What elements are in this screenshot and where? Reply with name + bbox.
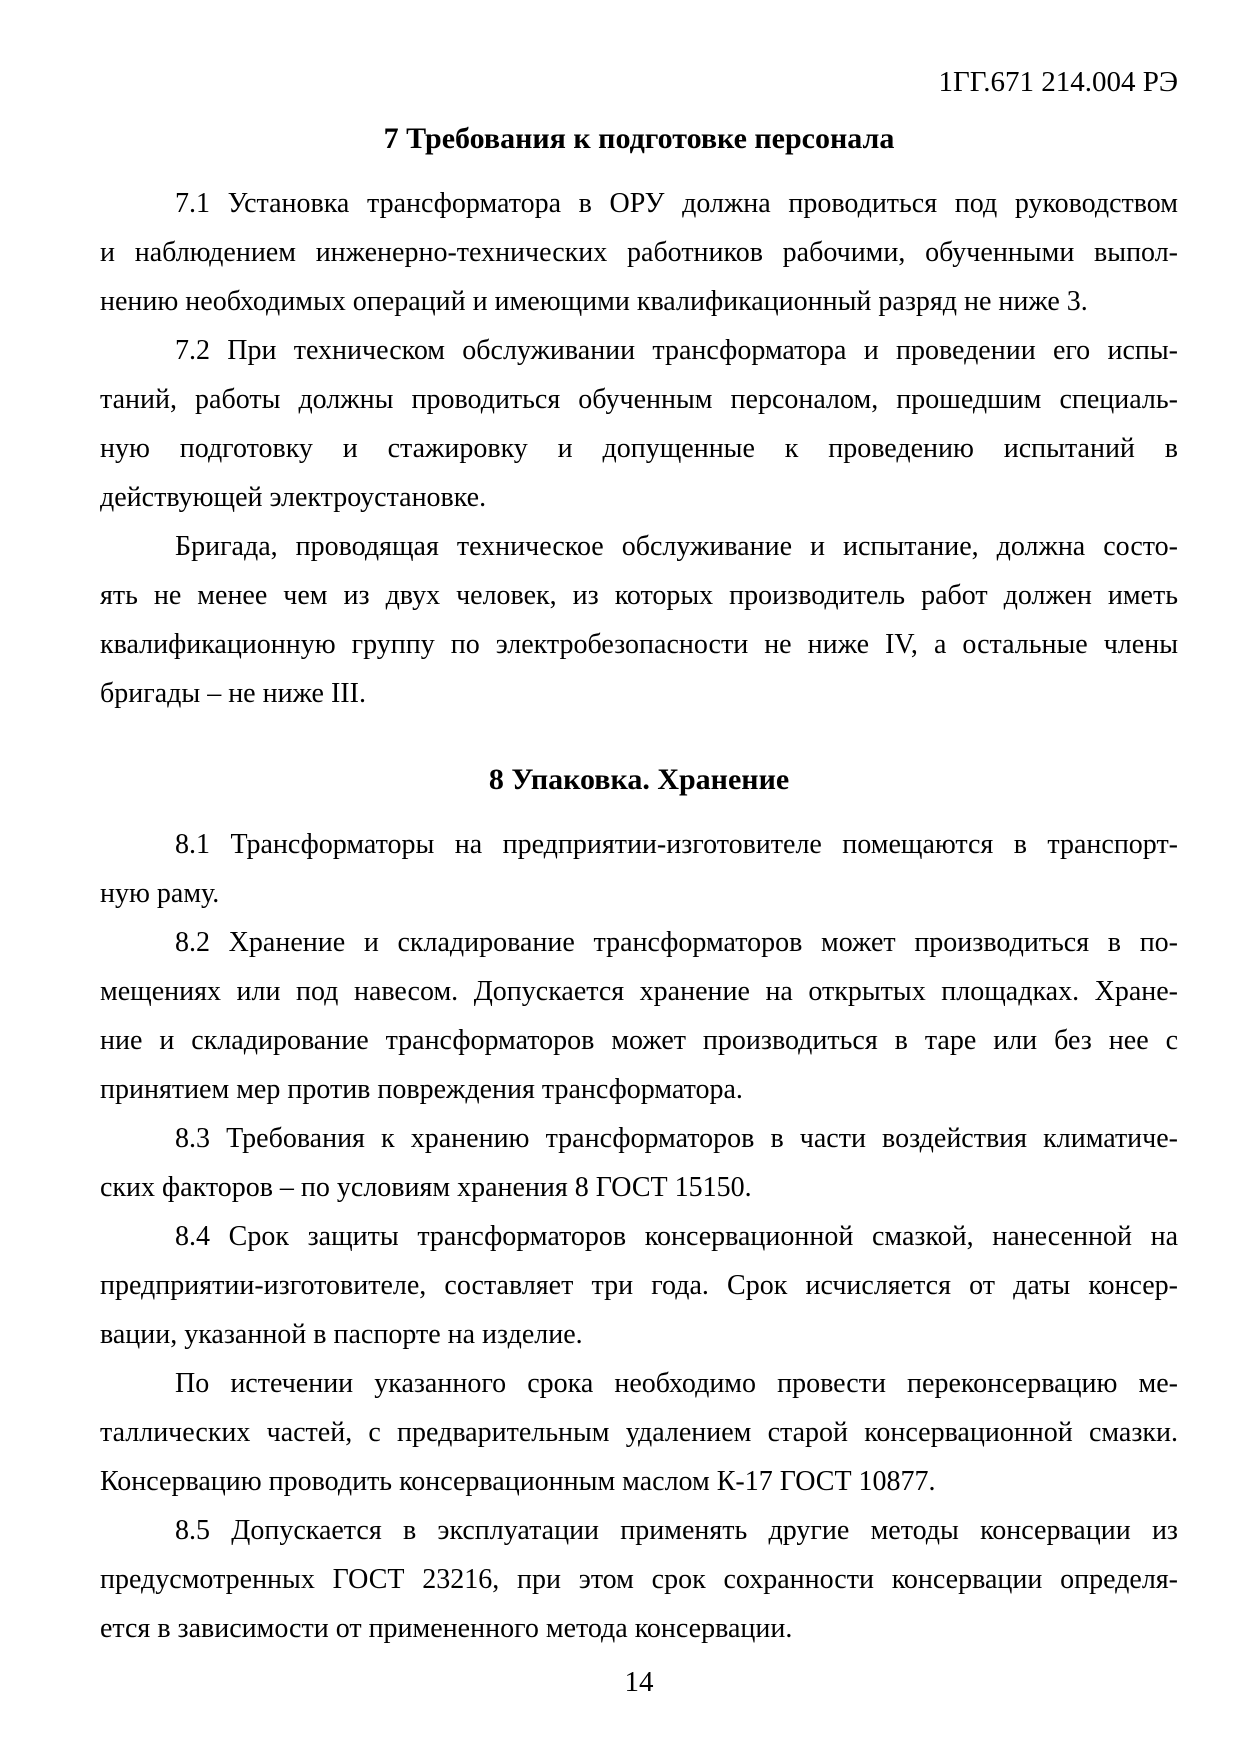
text-line: таллических частей, с предварительным удалением старой консервационной смазки.: [100, 1417, 1178, 1448]
text-line: Консервацию проводить консервационным маслом К-17 ГОСТ 10877.: [100, 1466, 936, 1497]
section-heading: 7 Требования к подготовке персонала: [383, 122, 895, 155]
text-line: 8.3 Требования к хранению трансформаторов в части воздействия климатиче-: [175, 1123, 1178, 1154]
section-paragraphs: [100, 179, 1178, 718]
text-line: Бригада, проводящая техническое обслуживание и испытание, должна состо-: [175, 531, 1178, 562]
text-line: и наблюдением инженерно-технических работников рабочими, обученными выпол-: [100, 237, 1178, 268]
text-line: принятием мер против повреждения трансформатора.: [100, 1074, 743, 1105]
text-line: предусмотренных ГОСТ 23216, при этом срок сохранности консервации определя-: [100, 1564, 1178, 1595]
paragraph: [100, 918, 1178, 1114]
text-line: 8.2 Хранение и складирование трансформаторов может производиться в по-: [175, 927, 1178, 958]
text-line: нению необходимых операций и имеющими квалификационный разряд не ниже 3.: [100, 286, 1088, 317]
text-line: предприятии-изготовителе, составляет три года. Срок исчисляется от даты консер-: [100, 1270, 1178, 1301]
paragraph: [100, 1359, 1178, 1506]
text-line: По истечении указанного срока необходимо провести переконсервацию ме-: [175, 1368, 1178, 1399]
text-line: мещениях или под навесом. Допускается хранение на открытых площадках. Хране-: [100, 976, 1178, 1007]
text-line: 8.1 Трансформаторы на предприятии-изготовителе помещаются в транспорт-: [175, 829, 1178, 860]
text-line: 8.5 Допускается в эксплуатации применять другие методы консервации из: [175, 1515, 1178, 1546]
paragraph: [100, 326, 1178, 522]
text-line: таний, работы должны проводиться обученным персоналом, прошедшим специаль-: [100, 384, 1178, 415]
paragraph: [100, 1506, 1178, 1653]
text-line: квалификационную группу по электробезопасности не ниже IV, а остальные члены: [100, 629, 1178, 660]
text-line: ную раму.: [100, 878, 220, 909]
text-line: ется в зависимости от примененного метода консервации.: [100, 1613, 793, 1644]
text-line: 8.4 Срок защиты трансформаторов консервационной смазкой, нанесенной на: [175, 1221, 1178, 1252]
section-paragraphs: [100, 820, 1178, 1653]
paragraph: [100, 522, 1178, 718]
page-number: 14: [624, 1666, 654, 1698]
paragraph: [100, 1114, 1178, 1212]
text-line: бригады – не ниже III.: [100, 678, 366, 709]
text-line: действующей электроустановке.: [100, 482, 487, 513]
paragraph: [100, 820, 1178, 918]
paragraph: [100, 179, 1178, 326]
text-line: ять не менее чем из двух человек, из которых производитель работ должен иметь: [100, 580, 1178, 611]
document-code: 1ГГ.671 214.004 РЭ: [938, 66, 1178, 98]
section-heading: 8 Упаковка. Хранение: [488, 763, 790, 796]
sections-container: [100, 115, 1178, 1653]
text-line: ние и складирование трансформаторов может производиться в таре или без нее с: [100, 1025, 1178, 1056]
text-line: 7.1 Установка трансформатора в ОРУ должна проводиться под руководством: [175, 188, 1178, 219]
text-line: ских факторов – по условиям хранения 8 ГОСТ 15150.: [100, 1172, 752, 1203]
text-line: ную подготовку и стажировку и допущенные к проведению испытаний в: [100, 433, 1178, 464]
text-line: вации, указанной в паспорте на изделие.: [100, 1319, 583, 1350]
paragraph: [100, 1212, 1178, 1359]
text-line: 7.2 При техническом обслуживании трансформатора и проведении его испы-: [175, 335, 1178, 366]
